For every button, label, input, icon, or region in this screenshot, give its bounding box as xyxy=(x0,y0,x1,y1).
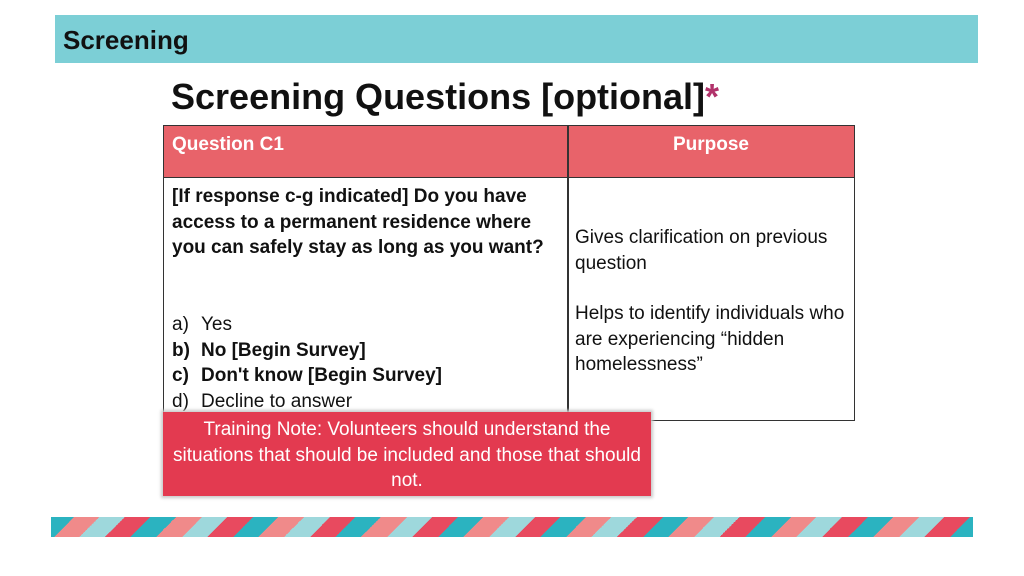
ribbon-segment xyxy=(896,517,922,537)
header-bar xyxy=(55,15,978,63)
ribbon-segment xyxy=(205,517,231,537)
ribbon-segment xyxy=(614,517,640,537)
option-text: Don't know [Begin Survey] xyxy=(201,365,442,386)
option-letter: d) xyxy=(172,390,189,412)
question-text: [If response c-g indicated] Do you have access to a permanent residence where you can safely stay as long as you want? xyxy=(172,186,544,258)
purpose-item: Helps to identify individuals who are experiencing “hidden homelessness” xyxy=(575,303,845,375)
section-title: Screening xyxy=(63,25,189,55)
ribbon-segment xyxy=(179,517,205,537)
ribbon-segment xyxy=(358,517,384,537)
option-letter: a) xyxy=(172,314,189,335)
option-d xyxy=(172,389,557,415)
ribbon-segment xyxy=(538,517,564,537)
purpose-item: Gives clarification on previous question xyxy=(575,227,828,274)
ribbon-segment xyxy=(845,517,871,537)
ribbon-segment xyxy=(153,517,179,537)
ribbon-segment xyxy=(640,517,666,537)
answer-options xyxy=(172,312,557,414)
ribbon-segment xyxy=(486,517,512,537)
option-letter: b) xyxy=(172,339,190,361)
table-header-row xyxy=(164,126,854,178)
decorative-ribbon xyxy=(51,517,973,537)
ribbon-segment xyxy=(512,517,538,537)
ribbon-segment xyxy=(794,517,820,537)
ribbon-segment xyxy=(768,517,794,537)
ribbon-segment xyxy=(742,517,768,537)
ribbon-segment xyxy=(666,517,692,537)
purpose-text xyxy=(575,225,850,403)
ribbon-segment xyxy=(128,517,154,537)
column-divider xyxy=(567,126,569,420)
column-header-question: Question C1 xyxy=(172,134,284,155)
ribbon-segment xyxy=(307,517,333,537)
option-a xyxy=(172,312,557,338)
ribbon-segment xyxy=(51,517,77,537)
ribbon-segment xyxy=(333,517,359,537)
option-text: Yes xyxy=(201,314,232,335)
ribbon-segment xyxy=(691,517,717,537)
ribbon-segment xyxy=(384,517,410,537)
option-text: Decline to answer xyxy=(201,390,353,412)
ribbon-segment xyxy=(717,517,743,537)
ribbon-segment xyxy=(563,517,589,537)
page-title-text: Screening Questions [optional] xyxy=(171,76,706,117)
option-letter: c) xyxy=(172,365,189,386)
ribbon-segment xyxy=(461,517,487,537)
required-asterisk: * xyxy=(705,76,720,117)
training-note: Training Note: Volunteers should understand the situations that should be included and those that should not. xyxy=(163,412,651,496)
ribbon-segment xyxy=(102,517,128,537)
ribbon-segment xyxy=(410,517,436,537)
question-table xyxy=(163,125,855,421)
column-header-purpose: Purpose xyxy=(672,134,750,155)
ribbon-segment xyxy=(281,517,307,537)
ribbon-segment xyxy=(256,517,282,537)
ribbon-segment xyxy=(922,517,948,537)
ribbon-segment xyxy=(947,517,973,537)
option-text: No [Begin Survey] xyxy=(201,339,366,361)
page-title xyxy=(171,76,719,118)
option-c xyxy=(172,363,557,389)
ribbon-segment xyxy=(77,517,103,537)
ribbon-segment xyxy=(435,517,461,537)
ribbon-segment xyxy=(589,517,615,537)
ribbon-segment xyxy=(819,517,845,537)
ribbon-segment xyxy=(230,517,256,537)
ribbon-segment xyxy=(871,517,897,537)
option-b xyxy=(172,338,557,364)
